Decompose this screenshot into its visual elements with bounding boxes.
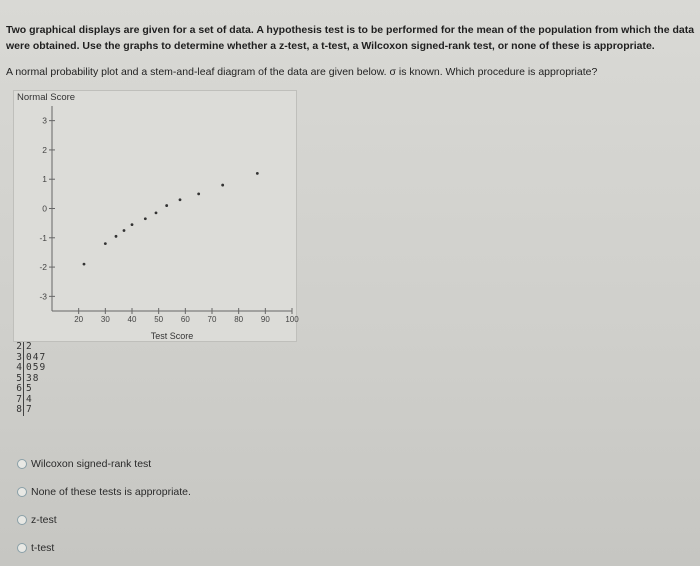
x-tick-label: 80	[234, 315, 244, 324]
leaf-values: 059	[26, 362, 47, 373]
radio-button[interactable]	[17, 459, 27, 469]
data-point	[155, 211, 158, 214]
y-axis-label: Normal Score	[17, 92, 76, 103]
stem-value: 5	[14, 374, 24, 385]
x-tick-label: 70	[207, 315, 217, 324]
y-tick-label: -3	[39, 291, 47, 302]
leaf-values: 2	[26, 341, 33, 352]
leaf-values: 4	[26, 393, 33, 405]
stem-value: 6	[14, 384, 24, 395]
data-point	[123, 229, 126, 232]
radio-button[interactable]	[17, 543, 27, 553]
stem-value: 8	[14, 405, 24, 416]
x-tick-label: 60	[180, 315, 190, 324]
data-point	[221, 184, 224, 187]
x-tick-label: 20	[74, 315, 84, 324]
data-point	[144, 217, 147, 220]
stem-leaf-row	[14, 342, 46, 353]
data-point	[115, 235, 118, 238]
data-point	[83, 263, 86, 266]
y-tick-label: 1	[42, 174, 47, 185]
radio-button[interactable]	[17, 487, 27, 497]
y-tick-label: -2	[39, 262, 47, 273]
x-axis-label: Test Score	[150, 331, 194, 341]
leaf-values: 5	[26, 383, 33, 394]
x-tick-label: 40	[127, 315, 137, 324]
data-point	[165, 204, 168, 207]
stem-and-leaf-diagram	[14, 342, 46, 416]
x-tick-label: 100	[285, 315, 299, 324]
data-point	[197, 192, 200, 195]
stem-leaf-row	[14, 384, 46, 395]
x-tick-label: 50	[154, 315, 164, 324]
answer-option[interactable]	[17, 542, 54, 554]
x-tick-label: 30	[100, 315, 110, 324]
y-tick-label: 2	[42, 144, 47, 155]
answer-option-label: Wilcoxon signed-rank test	[31, 458, 152, 470]
data-point	[256, 172, 259, 175]
leaf-values: 38	[26, 372, 40, 384]
answer-option-label: z-test	[31, 514, 57, 526]
y-tick-label: 0	[42, 203, 47, 214]
answer-option[interactable]	[17, 514, 57, 526]
stem-leaf-row	[14, 405, 46, 416]
leaf-values: 047	[26, 351, 47, 363]
data-point	[131, 223, 134, 226]
answer-option-label: t-test	[31, 542, 55, 554]
stem-leaf-row	[14, 363, 46, 374]
leaf-values: 7	[26, 404, 33, 415]
stem-value: 4	[14, 363, 24, 374]
question-text: A normal probability plot and a stem-and-leaf diagram of the data are given below. σ is known. Which procedure is appropriate?	[6, 66, 598, 78]
x-tick-label: 90	[260, 315, 270, 324]
y-tick-label: -1	[39, 232, 47, 243]
answer-option[interactable]	[17, 458, 151, 470]
stem-value: 3	[14, 353, 24, 364]
data-point	[104, 242, 107, 245]
data-point	[179, 198, 182, 201]
answer-option[interactable]	[17, 486, 191, 498]
stem-value: 7	[14, 395, 24, 406]
normal-probability-plot	[13, 90, 297, 342]
stem-value: 2	[14, 342, 24, 353]
y-tick-label: 3	[42, 115, 47, 126]
intro-text: Two graphical displays are given for a set of data. A hypothesis test is to be performed for the mean of the population from which the data were obtained. Use the graphs to determine whether a z-test, a t-test, a Wilcoxon signed-rank test, or none of these is appropriate.	[6, 24, 695, 52]
plot-canvas	[14, 91, 299, 341]
radio-button[interactable]	[17, 515, 27, 525]
answer-option-label: None of these tests is appropriate.	[31, 486, 191, 498]
